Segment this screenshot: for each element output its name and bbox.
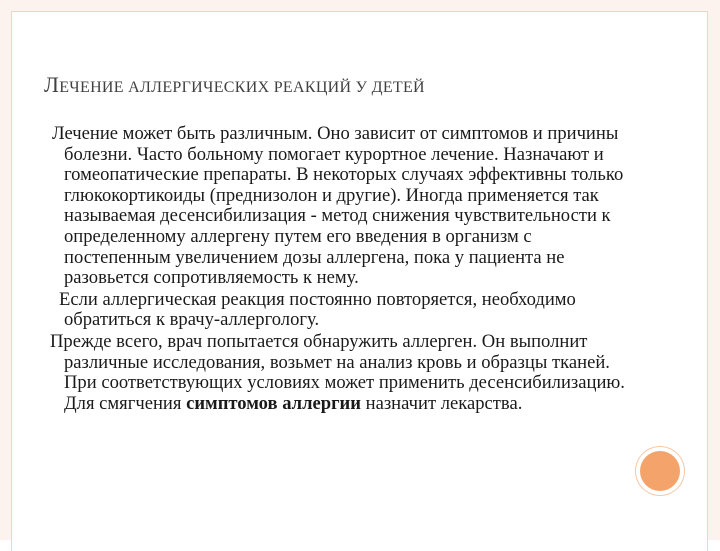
decorative-orange-circle — [640, 451, 680, 491]
paragraph-doctor — [40, 332, 630, 414]
paragraph-treatment: Лечение может быть различным. Оно зависит от симптомов и причины болезни. Часто больному помогает курортное лечение. Назначают и гомеопатические препараты. В некоторых случаях эффективны только глюкокортикоиды (преднизолон и другие). Иногда применяется так называемая десенсибилизация - метод снижения чувствительности к определенному аллергену путем его введения в организм с постепенным увеличением дозы аллергена, пока у пациента не разовьется сопротивляемость к нему. — [52, 123, 624, 289]
slide-frame-right — [708, 0, 720, 540]
paragraph-doctor-text: Прежде всего, врач попытается обнаружить аллерген. Он выполнит различные исследования, возьмет на анализ кровь и образцы тканей. При соответствующих условиях может применить десенсибилизацию. Для смягчения — [50, 330, 625, 414]
slide-title — [44, 72, 425, 98]
slide-title-initial: Л — [44, 72, 60, 97]
paragraph-doctor-tail: назначит лекарства. — [360, 392, 523, 414]
paragraph-doctor-bold: симптомов аллергии — [186, 392, 361, 414]
paragraph-allergist: Если аллергическая реакция постоянно повторяется, необходимо обратиться к врачу-аллергологу. — [59, 288, 576, 331]
slide-frame-left — [0, 0, 11, 540]
slide-title-rest: ЕЧЕНИЕ АЛЛЕРГИЧЕСКИХ РЕАКЦИЙ У ДЕТЕЙ — [59, 79, 425, 96]
slide-frame-top — [0, 0, 720, 11]
slide-body — [40, 124, 630, 414]
